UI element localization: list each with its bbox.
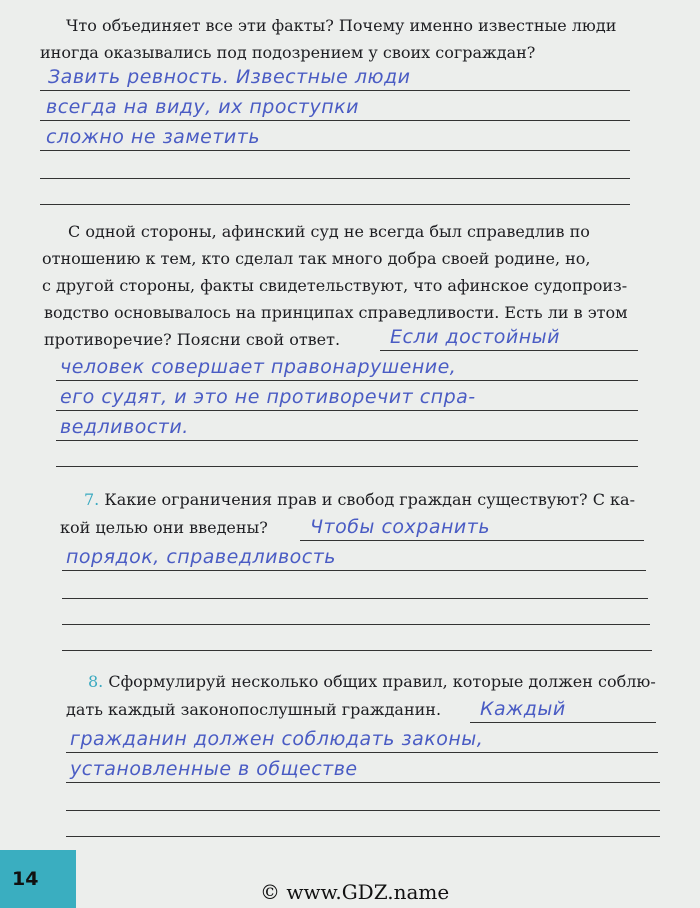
question-text: кой целью они введены?	[60, 518, 268, 537]
answer-line	[62, 598, 648, 599]
question-line: Сформулируй несколько общих правил, которые должен соблю-	[108, 672, 656, 691]
answer-line	[66, 810, 660, 811]
answer-line	[380, 350, 638, 351]
question-text: С одной стороны, афинский суд не всегда был справедлив по	[68, 222, 590, 241]
answer-line	[56, 410, 638, 411]
question-text: отношению к тем, кто сделал так много добра своей родине, но,	[42, 249, 591, 268]
answer-line	[56, 466, 638, 467]
answer-line	[62, 570, 646, 571]
question-text: иногда оказывались под подозрением у своих сограждан?	[40, 43, 536, 62]
handwritten-answer: ведливости.	[60, 416, 189, 438]
answer-line	[470, 722, 656, 723]
answer-line	[62, 650, 652, 651]
answer-line	[300, 540, 644, 541]
answer-line	[40, 204, 630, 205]
question-text: Что объединяет все эти факты? Почему именно известные люди	[66, 16, 617, 35]
page-number: 14	[12, 868, 39, 890]
answer-line	[66, 752, 658, 753]
answer-line	[40, 90, 630, 91]
answer-line	[56, 440, 638, 441]
handwritten-answer: Чтобы сохранить	[310, 516, 491, 538]
handwritten-answer: Если достойный	[390, 326, 561, 348]
answer-line	[40, 120, 630, 121]
question-text: водство основывалось на принципах справедливости. Есть ли в этом	[44, 303, 628, 322]
question-number: 7.	[84, 490, 100, 509]
handwritten-answer: сложно не заметить	[46, 126, 261, 148]
handwritten-answer: гражданин должен соблюдать законы,	[70, 728, 484, 750]
handwritten-answer: Завить ревность. Известные люди	[48, 66, 411, 88]
question-number: 8.	[88, 672, 104, 691]
question-text: с другой стороны, факты свидетельствуют, что афинское судопроиз-	[42, 276, 628, 295]
handwritten-answer: его судят, и это не противоречит спра-	[60, 386, 476, 408]
handwritten-answer: всегда на виду, их проступки	[46, 96, 359, 118]
question-line: Какие ограничения прав и свобод граждан существуют? С ка-	[104, 490, 635, 509]
answer-line	[40, 178, 630, 179]
answer-line	[66, 836, 660, 837]
answer-line	[66, 782, 660, 783]
question-text	[84, 490, 635, 509]
question-text: дать каждый законопослушный гражданин.	[66, 700, 442, 719]
handwritten-answer: порядок, справедливость	[66, 546, 336, 568]
answer-line	[62, 624, 650, 625]
question-text	[88, 672, 656, 691]
handwritten-answer: Каждый	[480, 698, 566, 720]
answer-line	[56, 380, 638, 381]
handwritten-answer: человек совершает правонарушение,	[60, 356, 457, 378]
page-number-badge	[0, 850, 76, 908]
question-text: противоречие? Поясни свой ответ.	[44, 330, 341, 349]
footer-watermark: © www.GDZ.name	[260, 880, 450, 904]
handwritten-answer: установленные в обществе	[70, 758, 358, 780]
answer-line	[40, 150, 630, 151]
